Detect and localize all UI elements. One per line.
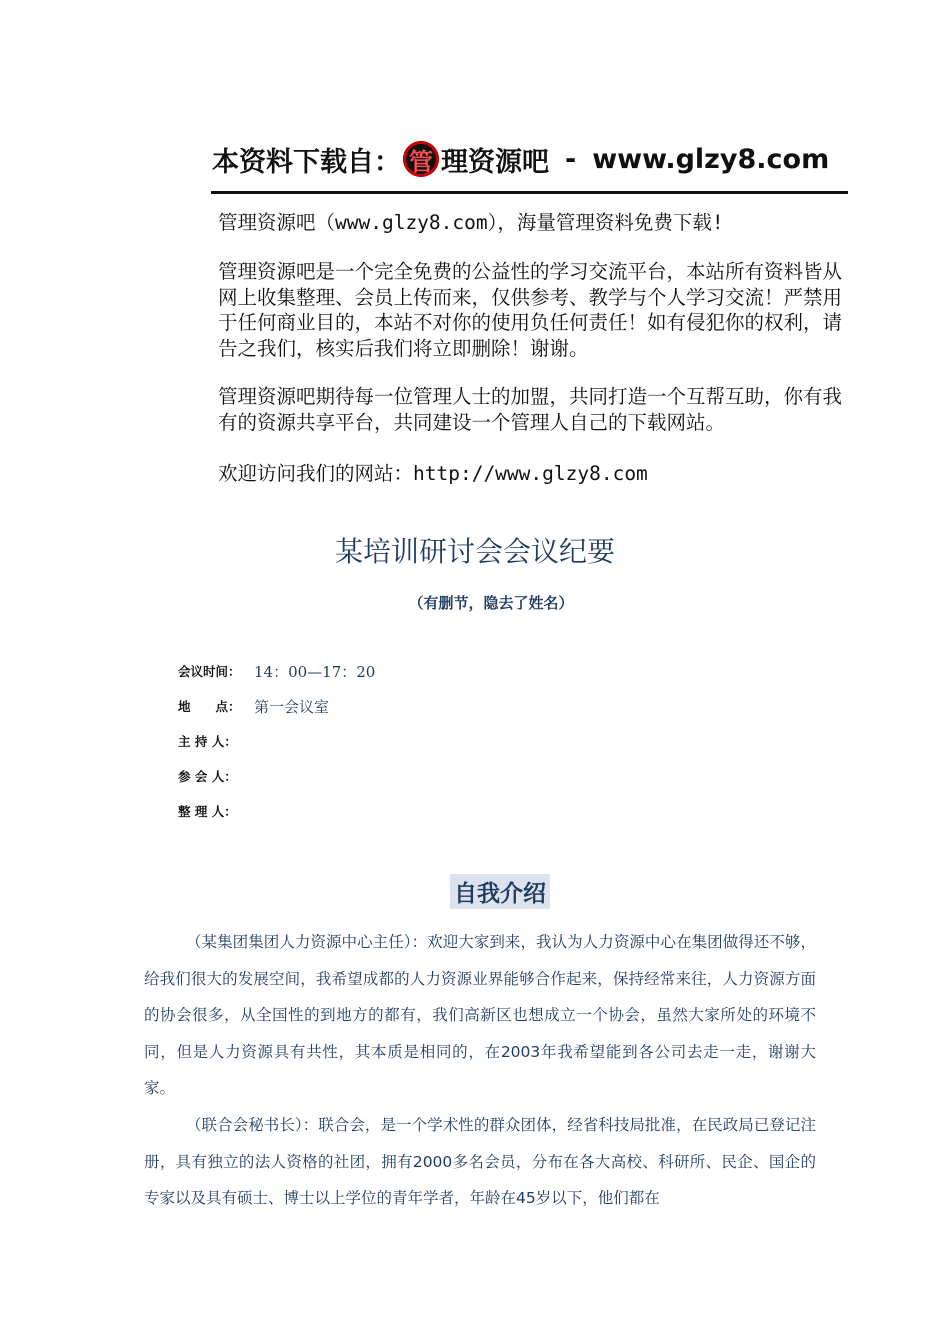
meta-value: 14：00—17：20 xyxy=(254,662,376,681)
banner-divider xyxy=(211,191,848,194)
body-paragraph: （联合会秘书长）：联合会，是一个学术性的群众团体，经省科技局批准，在民政局已登记注册，具有独立的法人资格的社团，拥有2000多名会员，分布在各大高校、科研所、民企、国企的专家以及具有硕士、博士以上学位的青年学者，年龄在45岁以下，他们都在 xyxy=(144,1116,816,1207)
notice-paragraph-2: 管理资源吧是一个完全免费的公益性的学习交流平台，本站所有资料皆从网上收集整理、会员上传而来，仅供参考、教学与个人学习交流！严禁用于任何商业目的，本站不对你的使用负任何责任！如有侵犯你的权利，请告之我们，核实后我们将立即删除！谢谢。 xyxy=(218,260,843,360)
meta-label: 会议时间： xyxy=(178,664,241,679)
meta-row-host xyxy=(178,730,254,752)
meta-row-location xyxy=(178,695,329,717)
notice-line-1: 管理资源吧（www.glzy8.com），海量管理资料免费下载! xyxy=(218,211,724,234)
meta-row-attendees xyxy=(178,765,254,787)
download-banner xyxy=(212,134,848,184)
body-paragraph: （某集团集团人力资源中心主任）：欢迎大家到来，我认为人力资源中心在集团做得还不够，给我们很大的发展空间，我希望成都的人力资源业界能够合作起来，保持经常来往，人力资源方面的协会很多，从全国性的到地方的都有，我们高新区也想成立一个协会，虽然大家所处的环境不同，但是人力资源具有共性，其本质是相同的，在2003年我希望能到各公司去走一走，谢谢大家。 xyxy=(144,933,816,1097)
meta-label: 主 持 人： xyxy=(178,734,237,749)
meta-row-recorder xyxy=(178,800,254,822)
meta-row-time xyxy=(178,660,375,682)
meta-value: 第一会议室 xyxy=(254,697,330,716)
meta-label: 参 会 人： xyxy=(178,769,237,784)
meta-label: 整 理 人： xyxy=(178,804,237,819)
notice-paragraph-3: 管理资源吧期待每一位管理人士的加盟，共同打造一个互帮互助，你有我有的资源共享平台，共同建设一个管理人自己的下载网站。 xyxy=(218,385,843,434)
banner-prefix: 本资料下载自： xyxy=(212,146,401,178)
banner-site-name: 理资源吧 xyxy=(441,146,549,178)
document-subtitle: （有删节，隐去了姓名） xyxy=(408,594,574,612)
notice-welcome: 欢迎访问我们的网站：http://www.glzy8.com xyxy=(218,462,648,485)
site-logo-icon: 管 xyxy=(403,141,439,177)
banner-url[interactable]: www.glzy8.com xyxy=(592,143,830,175)
document-title: 某培训研讨会会议纪要 xyxy=(334,535,615,568)
section-heading: 自我介绍 xyxy=(450,874,550,909)
banner-separator: - xyxy=(565,143,577,175)
meta-label: 地 点： xyxy=(178,699,241,714)
